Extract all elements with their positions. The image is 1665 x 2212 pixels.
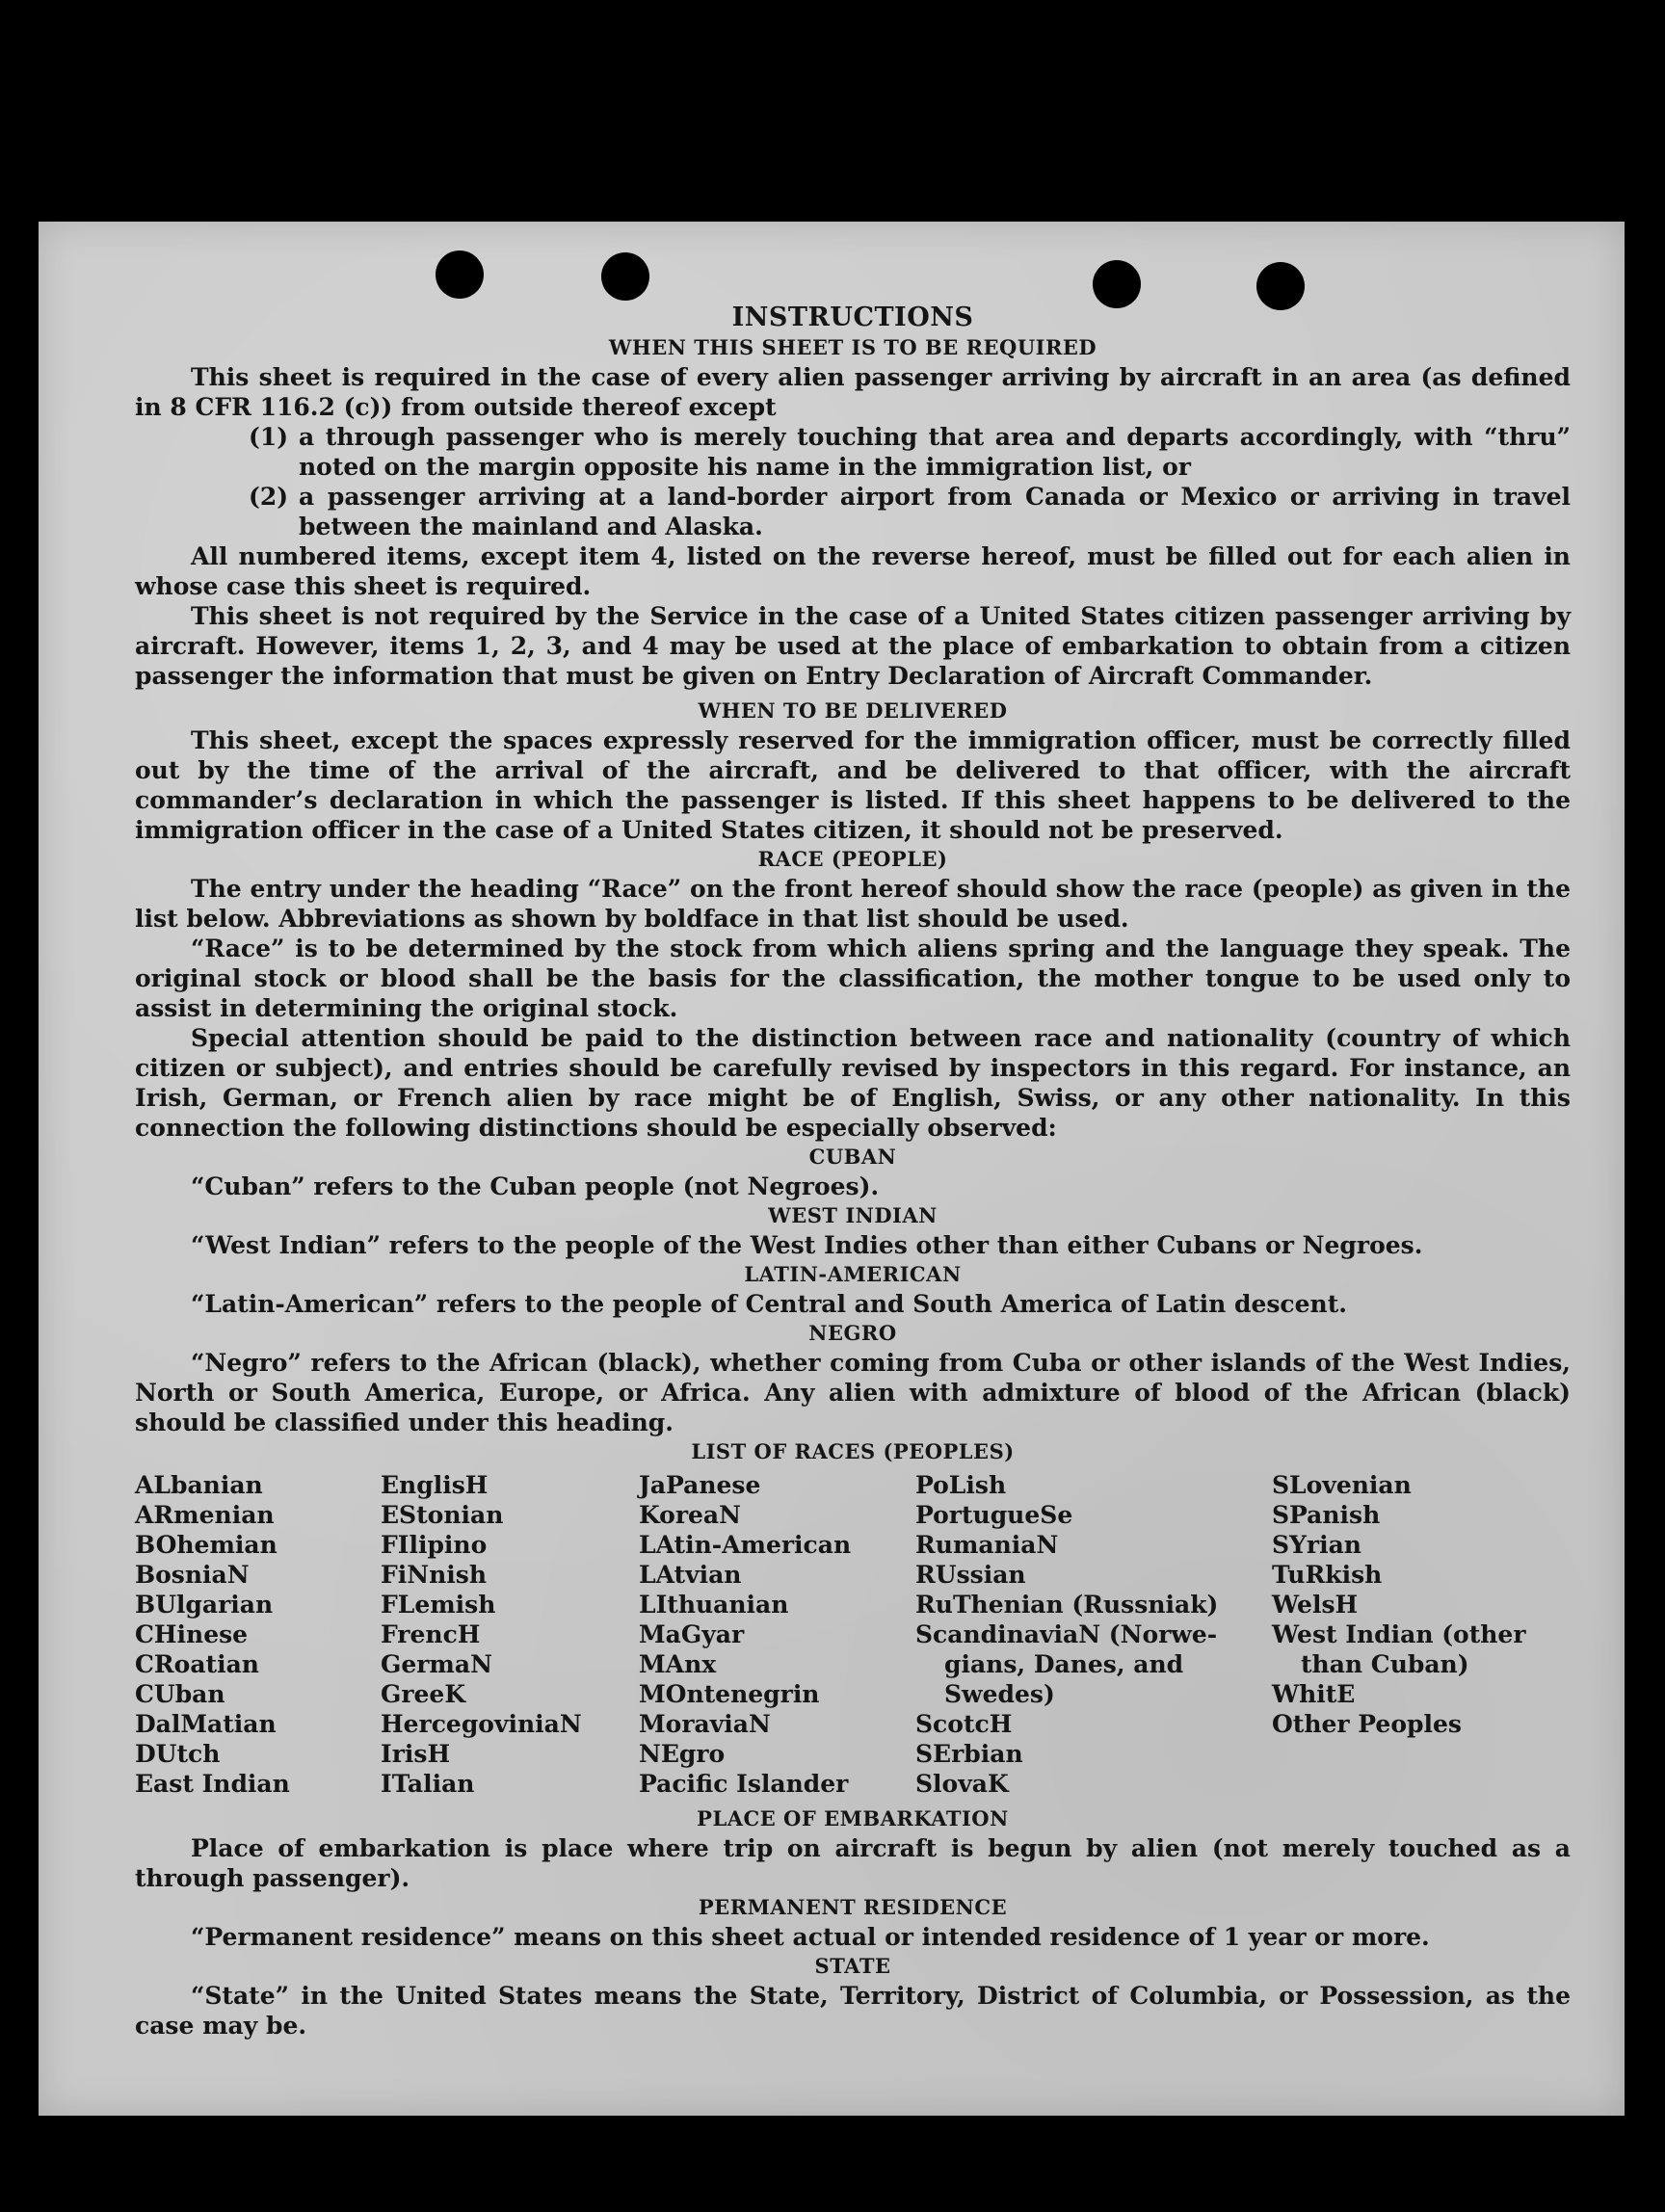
section-heading-when-delivered: WHEN TO BE DELIVERED xyxy=(698,698,1008,723)
race-entry: LIthuanian xyxy=(639,1591,789,1619)
race-entry: EnglisH xyxy=(381,1471,489,1499)
section-heading-cuban: CUBAN xyxy=(808,1145,897,1169)
race-entry: RumaniaN xyxy=(915,1531,1059,1559)
item-number: (2) xyxy=(249,483,289,511)
section-heading-when-required: WHEN THIS SHEET IS TO BE REQUIRED xyxy=(608,335,1097,359)
cuban-text: “Cuban” refers to the Cuban people (not Negroes). xyxy=(191,1172,880,1200)
item-text: a through passenger who is merely touching that area and departs accordingly, with “thru” noted on the margin opposite his name in the immigration list, or xyxy=(299,423,1571,481)
race-entry: East Indian xyxy=(135,1770,290,1798)
race-entry: FiNnish xyxy=(381,1561,488,1589)
section-heading-embarkation: PLACE OF EMBARKATION xyxy=(697,1806,1009,1830)
item-text: a passenger arriving at a land-border airport from Canada or Mexico or arriving in travel between the mainland and Alaska. xyxy=(299,483,1571,540)
when-required-intro: This sheet is required in the case of every alien passenger arriving by aircraft in an area (as defined in 8 CFR 116.2 (c)) from outside thereof except xyxy=(135,363,1571,421)
race-entry: FIlipino xyxy=(381,1531,488,1559)
section-heading-west-indian: WEST INDIAN xyxy=(768,1203,938,1227)
page-title: INSTRUCTIONS xyxy=(731,303,974,332)
punch-hole xyxy=(1093,260,1141,308)
race-para2: “Race” is to be determined by the stock from which aliens spring and the language they speak. The original stock or blood shall be the basis for the classification, the mother tongue to be used only to assist in determining the original stock. xyxy=(135,935,1571,1022)
race-entry: ScandinaviaN (Norwe- xyxy=(915,1620,1218,1648)
latin-american-text: “Latin-American” refers to the people of Central and South America of Latin descent. xyxy=(191,1290,1347,1318)
document-sheet xyxy=(39,222,1625,2116)
race-entry: LAtvian xyxy=(639,1561,742,1589)
instructions-content xyxy=(135,303,1571,2041)
section-heading-state: STATE xyxy=(814,1954,891,1978)
race-para3: Special attention should be paid to the distinction between race and nationality (country of which citizen or subject), and entries should be carefully revised by inspectors in this regard. For instance, an Irish, German, or French alien by race might be of English, Swiss, or any other nationality. In this connection the following distinctions should be especially observed: xyxy=(135,1024,1571,1142)
race-entry: ALbanian xyxy=(135,1471,263,1499)
race-entry: TuRkish xyxy=(1272,1561,1383,1589)
race-entry: FrencH xyxy=(381,1620,481,1648)
race-entry: SPanish xyxy=(1272,1501,1381,1529)
race-entry: EStonian xyxy=(381,1501,504,1529)
race-entry: SErbian xyxy=(915,1740,1023,1768)
race-entry: GermaN xyxy=(381,1650,492,1678)
race-entry: KoreaN xyxy=(639,1501,741,1529)
race-entry: SlovaK xyxy=(915,1770,1009,1798)
race-entry: DUtch xyxy=(135,1740,221,1768)
race-entry: PoLish xyxy=(915,1471,1007,1499)
race-entry: BosniaN xyxy=(135,1561,250,1589)
race-entry: LAtin-American xyxy=(639,1531,852,1559)
race-entry: Pacific Islander xyxy=(639,1770,849,1798)
residence-text: “Permanent residence” means on this sheet actual or intended residence of 1 year or more. xyxy=(191,1923,1430,1951)
race-entry: JaPanese xyxy=(639,1471,761,1499)
section-heading-latin-american: LATIN-AMERICAN xyxy=(744,1262,962,1286)
race-entry: FLemish xyxy=(381,1591,496,1619)
race-entry: ScotcH xyxy=(915,1710,1013,1738)
race-entry: Other Peoples xyxy=(1272,1710,1462,1738)
section-heading-negro: NEGRO xyxy=(808,1321,897,1345)
when-delivered-text: This sheet, except the spaces expressly reserved for the immigration officer, must be correctly filled out by the time of the arrival of the aircraft, and be delivered to that officer, with the aircraft commander’s declaration in which the passenger is listed. If this sheet happens to be delivered to the immigration officer in the case of a United States citizen, it should not be preserved. xyxy=(135,726,1571,844)
race-entry: CUban xyxy=(135,1680,225,1708)
embarkation-text: Place of embarkation is place where trip on aircraft is begun by alien (not merely touched as a through passenger). xyxy=(135,1834,1571,1892)
race-entry: ITalian xyxy=(381,1770,475,1798)
race-entry: PortugueSe xyxy=(915,1501,1073,1529)
race-entry: MAnx xyxy=(639,1650,717,1678)
state-text: “State” in the United States means the State, Territory, District of Columbia, or Possession, as the case may be. xyxy=(135,1982,1571,2040)
race-entry: West Indian (other xyxy=(1272,1620,1526,1648)
races-column xyxy=(381,1470,639,1799)
punch-hole xyxy=(436,250,484,299)
race-entry: RuThenian (Russniak) xyxy=(915,1591,1219,1619)
exception-item xyxy=(135,422,1571,482)
races-column xyxy=(135,1470,381,1799)
race-entry: CHinese xyxy=(135,1620,249,1648)
race-entry: gians, Danes, and xyxy=(944,1650,1184,1678)
race-entry: NEgro xyxy=(639,1740,726,1768)
west-indian-text: “West Indian” refers to the people of the West Indies other than either Cubans or Negroes. xyxy=(191,1231,1423,1259)
punch-hole xyxy=(601,252,649,301)
race-entry: BUlgarian xyxy=(135,1591,274,1619)
race-entry: RUssian xyxy=(915,1561,1026,1589)
race-entry: IrisH xyxy=(381,1740,451,1768)
race-entry: GreeK xyxy=(381,1680,466,1708)
race-entry: DalMatian xyxy=(135,1710,277,1738)
negro-text: “Negro” refers to the African (black), whether coming from Cuba or other islands of the West Indies, North or South America, Europe, or Africa. Any alien with admixture of blood of the African (black) should be classified under this heading. xyxy=(135,1349,1571,1436)
section-heading-list-of-races: LIST OF RACES (PEOPLES) xyxy=(691,1439,1015,1463)
race-entry: MOntenegrin xyxy=(639,1680,820,1708)
race-entry: MaGyar xyxy=(639,1620,745,1648)
races-column xyxy=(915,1470,1272,1799)
race-entry: BOhemian xyxy=(135,1531,278,1559)
exception-item xyxy=(135,482,1571,541)
race-entry: HercegoviniaN xyxy=(381,1710,582,1738)
race-para1: The entry under the heading “Race” on the front hereof should show the race (people) as given in the list below. Abbreviations as shown by boldface in that list should be used. xyxy=(135,875,1571,933)
races-column xyxy=(1272,1470,1561,1799)
when-required-para3: This sheet is not required by the Service in the case of a United States citizen passenger arriving by aircraft. However, items 1, 2, 3, and 4 may be used at the place of embarkation to obtain from a citizen passenger the information that must be given on Entry Declaration of Aircraft Commander. xyxy=(135,602,1571,690)
races-list xyxy=(135,1470,1571,1799)
item-number: (1) xyxy=(249,423,289,451)
section-heading-residence: PERMANENT RESIDENCE xyxy=(698,1895,1008,1919)
section-heading-race: RACE (PEOPLE) xyxy=(757,847,948,871)
race-entry: than Cuban) xyxy=(1301,1650,1469,1678)
race-entry: Swedes) xyxy=(944,1680,1055,1708)
race-entry: SYrian xyxy=(1272,1531,1361,1559)
race-entry: MoraviaN xyxy=(639,1710,771,1738)
races-column xyxy=(639,1470,915,1799)
race-entry: WhitE xyxy=(1272,1680,1356,1708)
race-entry: WelsH xyxy=(1272,1591,1359,1619)
race-entry: SLovenian xyxy=(1272,1471,1412,1499)
race-entry: ARmenian xyxy=(135,1501,275,1529)
race-entry: CRoatian xyxy=(135,1650,259,1678)
when-required-para2: All numbered items, except item 4, listed on the reverse hereof, must be filled out for each alien in whose case this sheet is required. xyxy=(135,542,1571,600)
